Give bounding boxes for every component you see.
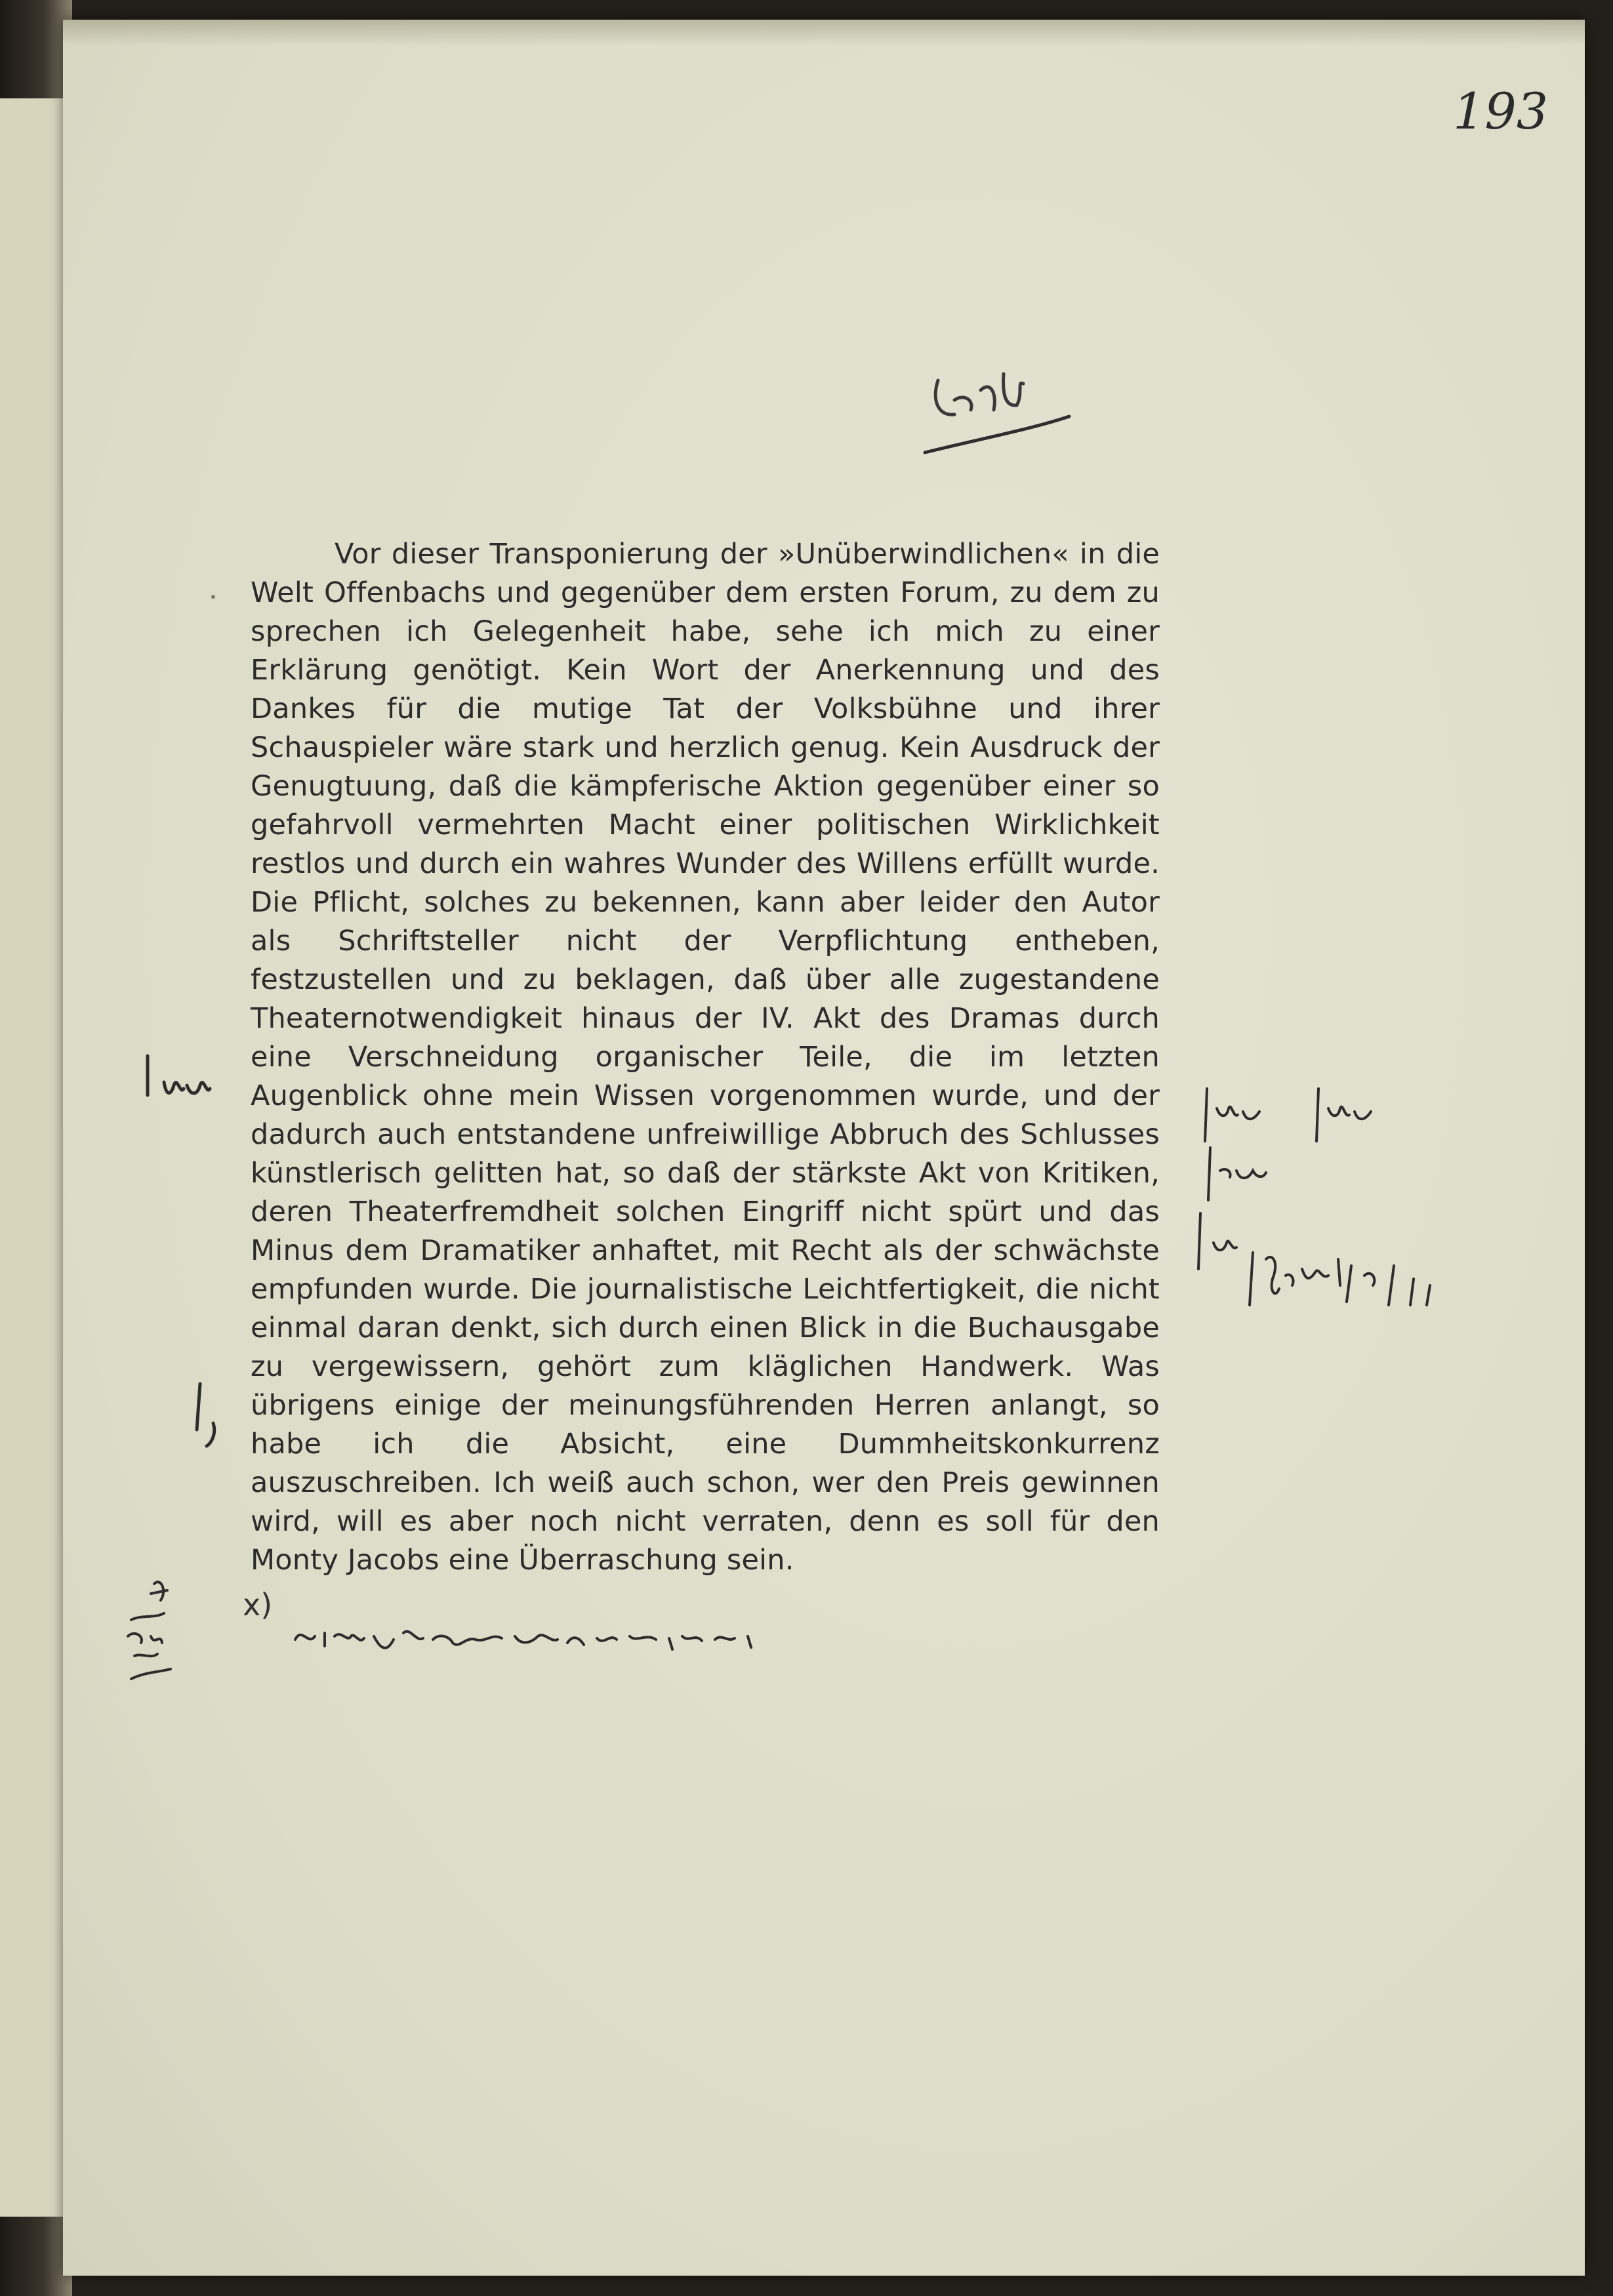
- footnote-mark: x): [243, 1587, 273, 1622]
- margin-mark-right-2: [1200, 1141, 1299, 1207]
- page-number: 193: [1453, 82, 1549, 140]
- handwritten-annotation-top: [918, 354, 1089, 459]
- margin-mark-right-4: [1243, 1239, 1460, 1312]
- margin-mark-right-1: [1197, 1076, 1407, 1148]
- page-shadow: [63, 20, 1585, 46]
- pencil-dot: [207, 590, 220, 603]
- main-paragraph: Vor dieser Transponierung der »Unüberwindlichen« in die Welt Offenbachs und gegenüber dem ersten Forum, zu dem zu sprechen ich Gelegenheit habe, sehe ich mich zu einer Erklärung genötigt. Kein Wort der Anerkennung und des Dankes für die mutige Tat der Volksbühne und ihrer Schauspieler wäre stark und herzlich genug. Kein Ausdruck der Genugtuung, daß die kämpferische Aktion gegenüber einer so gefahrvoll vermehrten Macht einer politischen Wirklichkeit restlos und durch ein wahres Wunder des Willens erfüllt wurde. Die Pflicht, solches zu bekennen, kann aber leider den Autor als Schriftsteller nicht der Verpflichtung entheben, festzustellen und zu beklagen, daß über alle zugestandene Theaternotwendigkeit hinaus der IV. Akt des Dramas durch eine Verschneidung organischer Teile, die im letzten Augenblick ohne mein Wissen vorgenommen wurde, und der dadurch auch entstandene unfreiwillige Abbruch des Schlusses künstlerisch gelitten hat, so daß der stärkste Akt von Kritiken, deren Theaterfremdheit solchen Eingriff nicht spürt und das Minus dem Dramatiker anhaftet, mit Recht als der schwächste empfunden wurde. Die journalistische Leichtfertigkeit, die nicht einmal daran denkt, sich durch einen Blick in die Buchausgabe zu vergewissern, gehört zum kläglichen Handwerk. Was übrigens einige der meinungsführenden Herren anlangt, so habe ich die Absicht, eine Dummheitskonkurrenz auszuschreiben. Ich weiß auch schon, wer den Preis gewinnen wird, will es aber noch nicht verraten, denn es soll für den Monty Jacobs eine Überraschung sein.: [251, 538, 1160, 1577]
- margin-mark-left-1: [141, 1049, 220, 1108]
- margin-mark-left-3: [115, 1574, 180, 1692]
- handwritten-footnote: [243, 1587, 964, 1659]
- footnote-handwriting: [289, 1613, 945, 1659]
- margin-mark-left-2: [187, 1377, 239, 1449]
